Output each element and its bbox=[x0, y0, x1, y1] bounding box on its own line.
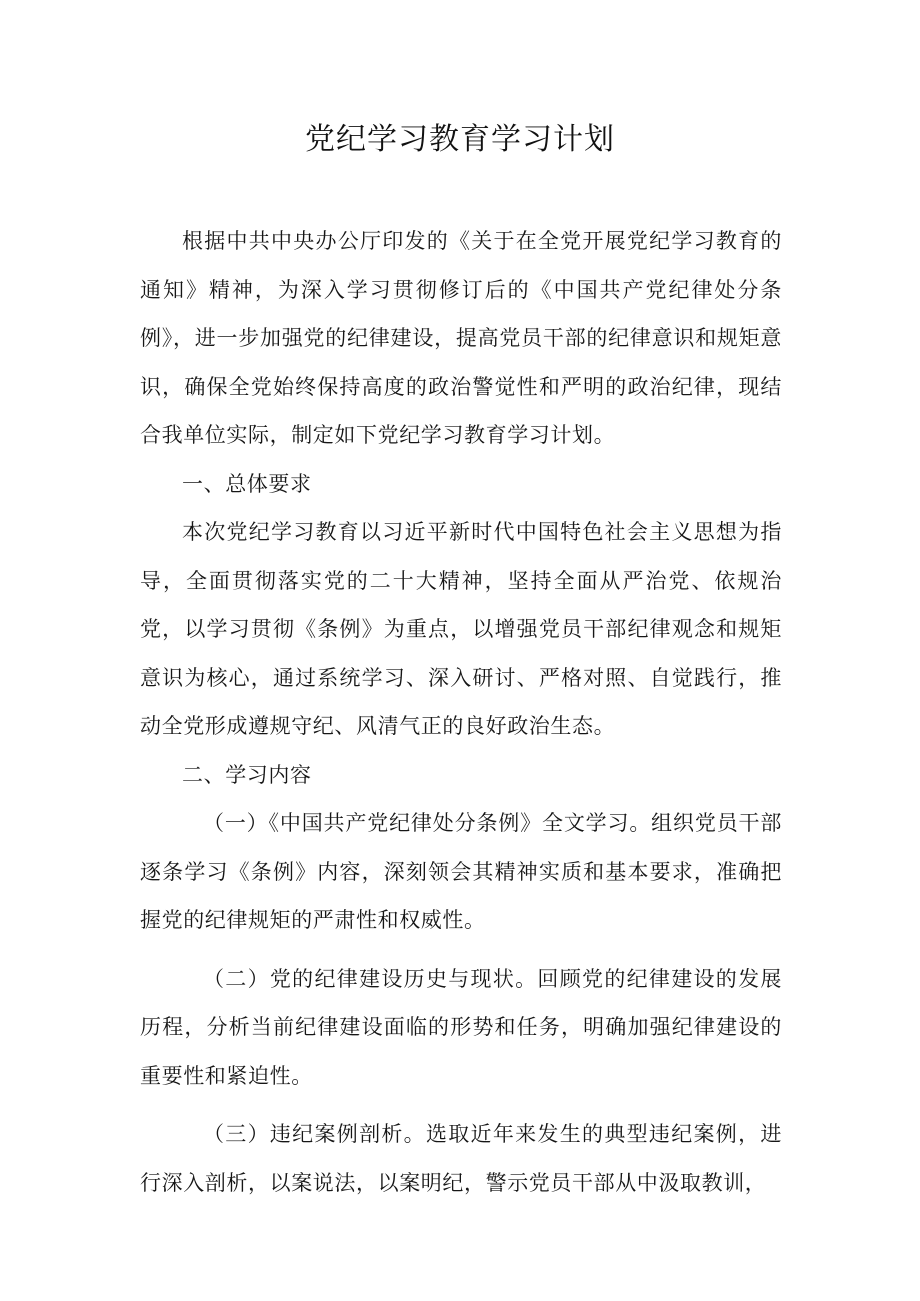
study-item-2: （二）党的纪律建设历史与现状。回顾党的纪律建设的发展历程，分析当前纪律建设面临的形势和任务，明确加强纪律建设的重要性和紧迫性。 bbox=[140, 966, 782, 1088]
document-title: 党纪学习教育学习计划 bbox=[305, 122, 615, 157]
section-heading-general-requirements: 一、总体要求 bbox=[182, 471, 312, 496]
general-requirements-paragraph: 本次党纪学习教育以习近平新时代中国特色社会主义思想为指导，全面贯彻落实党的二十大精神，坚持全面从严治党、依规治党，以学习贯彻《条例》为重点，以增强党员干部纪律观念和规矩意识为核心，通过系统学习、深入研讨、严格对照、自觉践行，推动全党形成遵规守纪、风清气正的良好政治生态。 bbox=[140, 520, 782, 738]
study-item-3: （三）违纪案例剖析。选取近年来发生的典型违纪案例，进行深入剖析，以案说法，以案明纪，警示党员干部从中汲取教训， bbox=[140, 1122, 782, 1195]
study-item-1: （一）《中国共产党纪律处分条例》全文学习。组织党员干部逐条学习《条例》内容，深刻领会其精神实质和基本要求，准确把握党的纪律规矩的严肃性和权威性。 bbox=[140, 811, 782, 932]
intro-paragraph: 根据中共中央办公厅印发的《关于在全党开展党纪学习教育的通知》精神，为深入学习贯彻修订后的《中国共产党纪律处分条例》，进一步加强党的纪律建设，提高党员干部的纪律意识和规矩意识，确保全党始终保持高度的政治警觉性和严明的政治纪律，现结合我单位实际，制定如下党纪学习教育学习计划。 bbox=[140, 229, 782, 447]
document-body bbox=[140, 217, 782, 1207]
section-heading-study-content: 二、学习内容 bbox=[182, 762, 312, 787]
